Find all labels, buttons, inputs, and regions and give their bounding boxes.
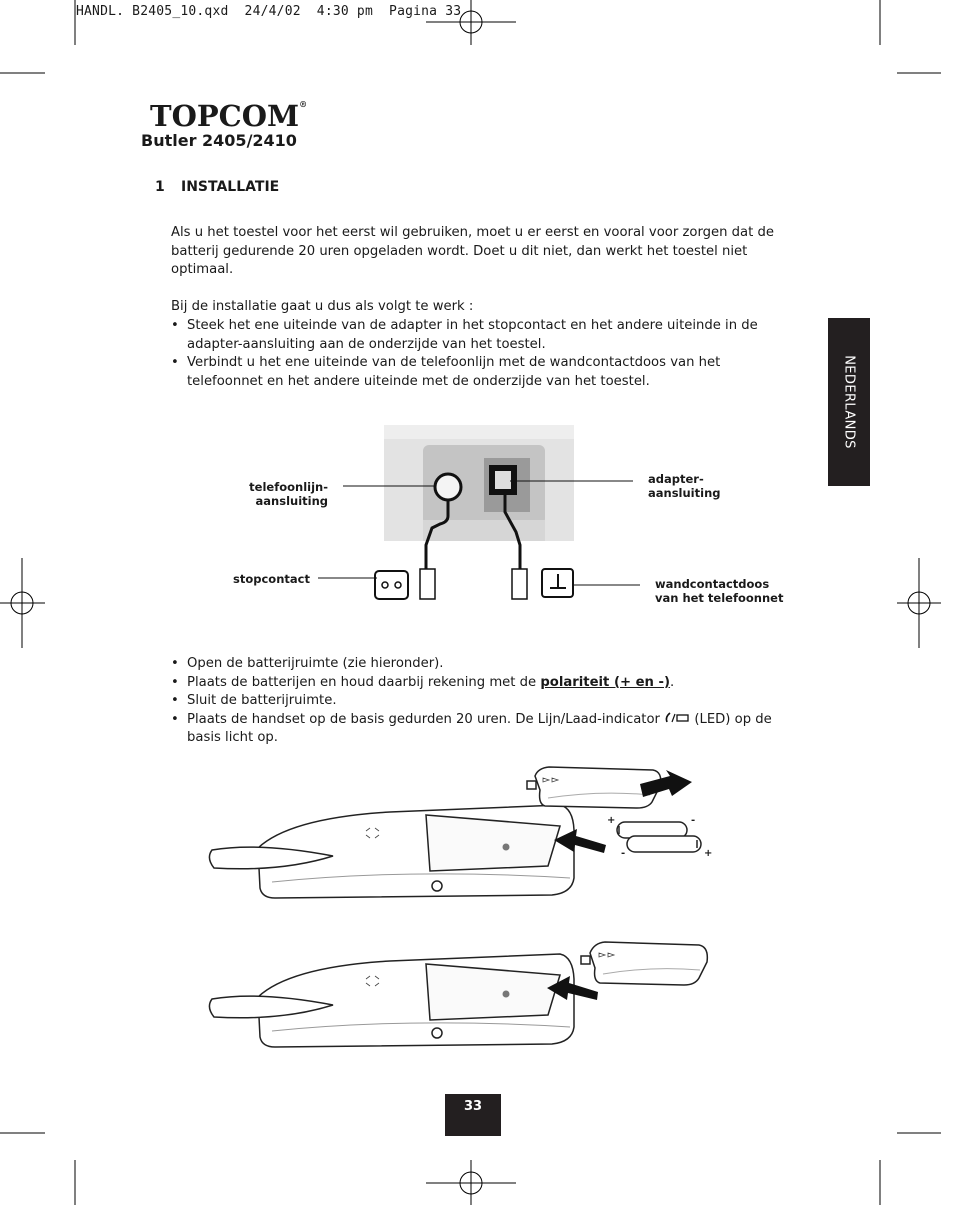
intro-line: optimaal.: [171, 262, 234, 278]
label-power-outlet: stopcontact: [233, 572, 310, 586]
step-item: • Plaats de handset op de basis gedurden 20 uren. De Lijn/Laad-indicator (LED) op de basis licht op.: [171, 711, 796, 748]
label-adapter-socket: adapter- aansluiting: [648, 472, 721, 500]
section-number: 1: [155, 179, 165, 195]
polarity-minus-bottom: -: [621, 848, 626, 859]
model-title: Butler 2405/2410: [141, 131, 297, 150]
print-slug-line: HANDL. B2405_10.qxd 24/4/02 4:30 pm Pagina 33: [76, 4, 462, 19]
label-phone-line-socket: telefoonlijn- aansluiting: [249, 480, 328, 508]
step-item: • Open de batterijruimte (zie hieronder).: [171, 655, 796, 674]
install-lead: Bij de installatie gaat u dus als volgt te werk :: [171, 299, 474, 314]
brand-name: TOPCOM: [150, 99, 300, 133]
section-title: INSTALLATIE: [181, 179, 280, 195]
intro-line: Als u het toestel voor het eerst wil gebruiken, moet u er eerst en vooral voor zorgen dat de: [171, 225, 774, 240]
page-number: 33: [445, 1094, 501, 1136]
language-tab-label: NEDERLANDS: [841, 355, 857, 449]
polarity-minus-top: -: [691, 815, 696, 826]
step-item: • Plaats de batterijen en houd daarbij rekening met de polariteit (+ en -).: [171, 674, 796, 693]
polarity-plus-top: +: [607, 815, 616, 826]
polarity-emphasis: polariteit (+ en -): [540, 674, 671, 690]
step-item: • Sluit de batterijruimte.: [171, 692, 796, 711]
polarity-plus-bottom: +: [704, 848, 713, 859]
handset-open: [209, 767, 701, 898]
intro-line: batterij gedurende 20 uren opgeladen wordt. Doet u dit niet, dan werkt het toestel niet: [171, 243, 748, 259]
step-item: • Verbindt u het ene uiteinde van de telefoonlijn met de wandcontactdoos van het telefoonnet en het andere uiteinde met de onderzijde van het toestel.: [171, 354, 796, 391]
handset-closed: [209, 942, 707, 1047]
step-item: • Steek het ene uiteinde van de adapter in het stopcontact en het andere uiteinde in de adapter-aansluiting aan de onderzijde van het toestel.: [171, 317, 796, 354]
registration-mark: ®: [299, 99, 308, 109]
label-wall-socket: wandcontactdoos van het telefoonnet: [655, 577, 784, 605]
